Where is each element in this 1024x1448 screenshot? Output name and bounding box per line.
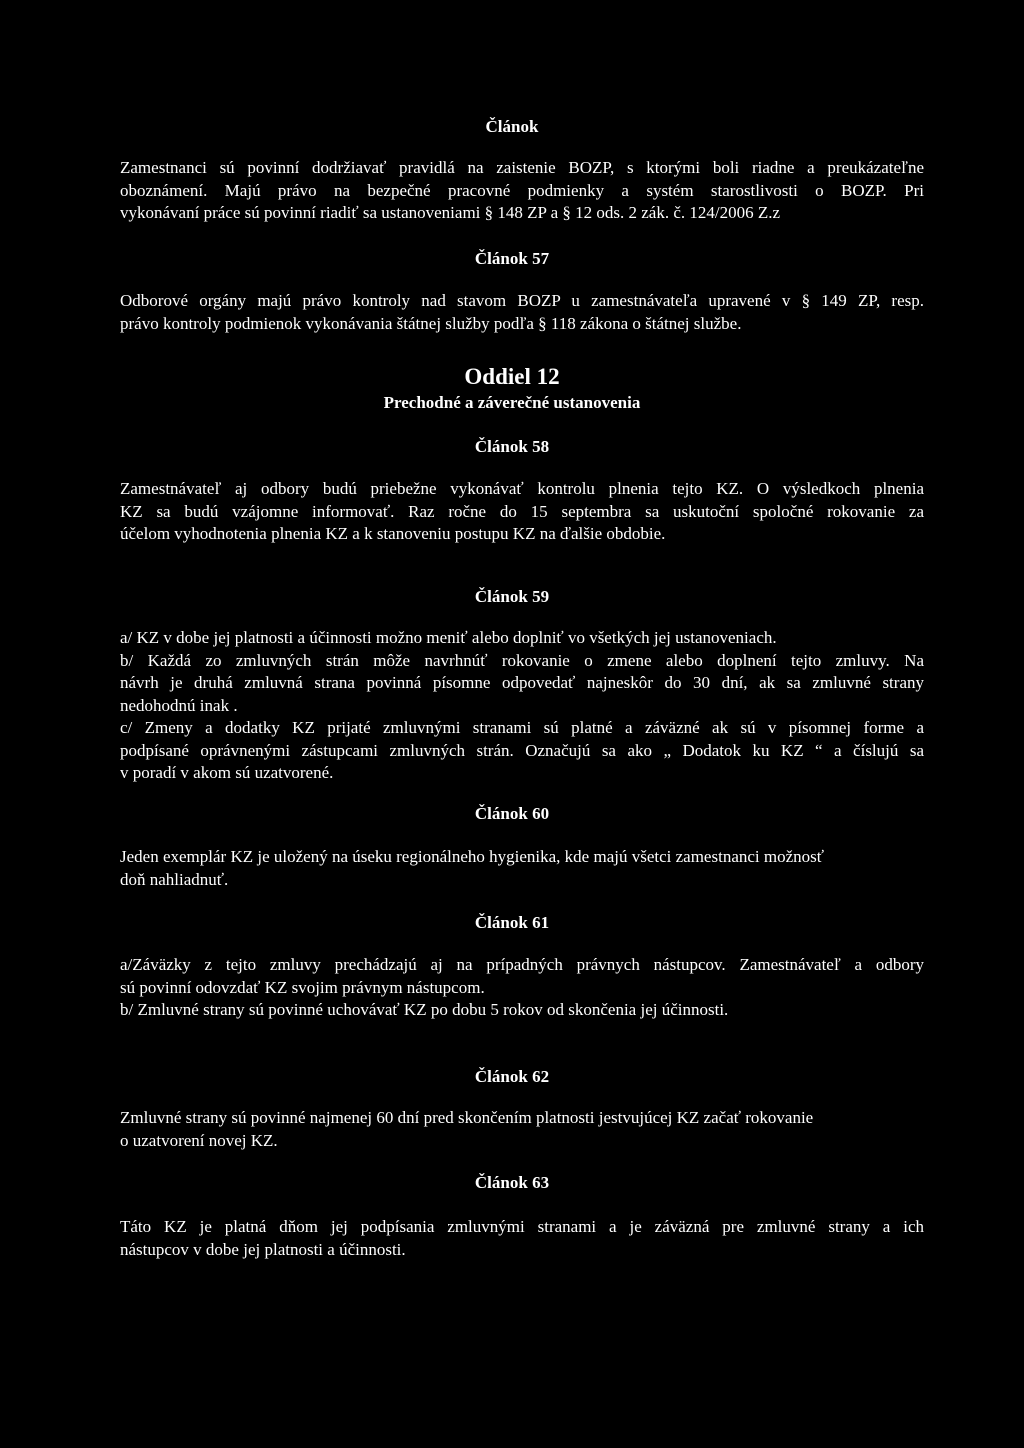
article-heading: Článok 63 [474, 1173, 550, 1192]
article-paragraph [120, 478, 924, 546]
article-heading: Článok 58 [474, 437, 550, 456]
text-line: c/ Zmeny a dodatky KZ prijaté zmluvnými stranami sú platné a záväzné ak sú v písomnej forme a [120, 718, 924, 737]
article-heading: Článok 62 [474, 1067, 550, 1086]
text-line: oboznámení. Majú právo na bezpečné pracovné podmienky a systém starostlivosti o BOZP. Pri [120, 180, 924, 200]
text-line: Zmluvné strany sú povinné najmenej 60 dní pred skončením platnosti jestvujúcej KZ začať rokovanie [120, 1108, 814, 1127]
article-heading: Článok 59 [474, 587, 550, 606]
article-heading: Článok [485, 117, 539, 136]
text-line: nástupcov v dobe jej platnosti a účinnosti. [120, 1239, 406, 1259]
text-line: podpísané oprávnenými zástupcami zmluvných strán. Označujú sa ako „ Dodatok ku KZ “ a číslujú sa [120, 740, 924, 760]
text-line: právo kontroly podmienok vykonávania štátnej služby podľa § 118 zákona o štátnej službe. [120, 313, 742, 333]
article-heading: Článok 57 [474, 249, 550, 268]
text-line: Táto KZ je platná dňom jej podpísania zmluvnými stranami a je záväzná pre zmluvné strany a ich [120, 1217, 924, 1236]
text-line: a/ KZ v dobe jej platnosti a účinnosti možno meniť alebo doplniť vo všetkých jej ustanoveniach. [120, 628, 777, 647]
text-line: Odborové orgány majú právo kontroly nad stavom BOZP u zamestnávateľa upravené v § 149 ZP, resp. [120, 291, 924, 310]
text-line: v poradí v akom sú uzatvorené. [120, 763, 334, 782]
text-line: b/ Zmluvné strany sú povinné uchovávať KZ po dobu 5 rokov od skončenia jej účinnosti. [120, 1000, 729, 1019]
text-line: doň nahliadnuť. [120, 869, 229, 889]
text-line: návrh je druhá zmluvná strana povinná písomne odpovedať najneskôr do 30 dní, ak sa zmluvné strany [120, 673, 924, 692]
text-line: vykonávaní práce sú povinní riadiť sa ustanoveniami § 148 ZP a § 12 ods. 2 zák. č. 124/2006 Z.z [120, 203, 781, 222]
text-line: nedohodnú inak . [120, 695, 238, 715]
article-paragraph [120, 1216, 924, 1261]
article-paragraph [120, 627, 924, 785]
text-line: b/ Každá zo zmluvných strán môže navrhnúť rokovanie o zmene alebo doplnení tejto zmluvy. Na [120, 650, 924, 670]
article-paragraph [120, 290, 924, 335]
section-title: Oddiel 12 [464, 364, 560, 389]
article-paragraph [120, 846, 924, 891]
article-paragraph [120, 157, 924, 225]
text-line: Zamestnávateľ aj odbory budú priebežne vykonávať kontrolu plnenia tejto KZ. O výsledkoch plnenia [120, 479, 924, 498]
text-line: Zamestnanci sú povinní dodržiavať pravidlá na zaistenie BOZP, s ktorými boli riadne a preukázateľne [120, 158, 924, 177]
text-line: KZ sa budú vzájomne informovať. Raz ročne do 15 septembra sa uskutoční spoločné rokovanie za [120, 501, 924, 521]
article-paragraph [120, 954, 924, 1022]
text-line: účelom vyhodnotenia plnenia KZ a k stanoveniu postupu KZ na ďalšie obdobie. [120, 524, 666, 543]
text-line: Jeden exemplár KZ je uložený na úseku regionálneho hygienika, kde majú všetci zamestnanci možnosť [120, 847, 825, 866]
article-paragraph [120, 1107, 924, 1152]
article-heading: Článok 60 [474, 804, 550, 823]
text-line: sú povinní odovzdať KZ svojim právnym nástupcom. [120, 977, 485, 997]
text-line: o uzatvorení novej KZ. [120, 1130, 278, 1150]
text-line: a/Záväzky z tejto zmluvy prechádzajú aj na prípadných právnych nástupcov. Zamestnávateľ a odbory [120, 955, 924, 974]
section-subtitle: Prechodné a záverečné ustanovenia [383, 393, 641, 412]
article-heading: Článok 61 [474, 913, 550, 932]
